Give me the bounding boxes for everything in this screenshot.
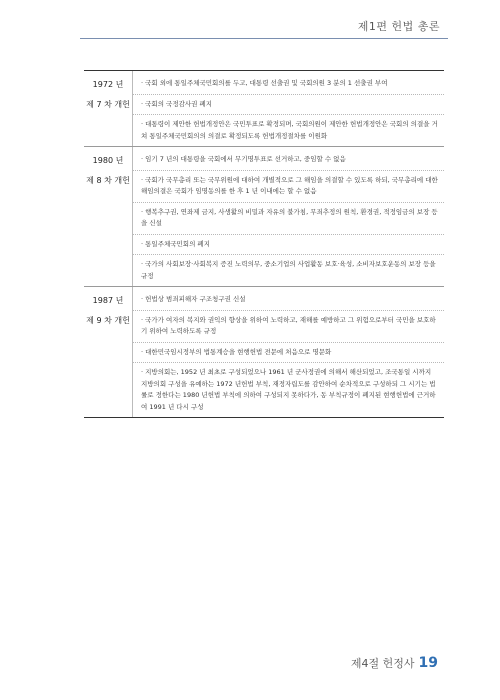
list-item: · 지방의회는, 1952 년 최초로 구성되었으나 1961 년 군사정권에 의해서 해산되었고, 조국통일 시까지 지방의회 구성을 유예하는 1972 년헌법 부칙, 재정자립도를 감안하여 순차적으로 구성하되 그 시기는 법률로 정한다는 1980 년헌법 부칙에 의하여 구성되지 못하다가, 동 부칙규정이 폐지된 현행헌법에 근거하여 1991 년 다시 구성	[141, 368, 436, 411]
table-row	[84, 71, 444, 147]
list-item: · 임기 7 년의 대통령을 국회에서 무기명투표로 선거하고, 중임할 수 없음	[133, 150, 444, 171]
header-rule	[80, 38, 448, 39]
list-item: · 국회가 국무총리 또는 국무위원에 대하여 개별적으로 그 해임을 의결할 수 있도록 하되, 국무총리에 대한 해임의결은 국회가 임명동의를 한 후 1 년 이내에는 할 수 없음	[133, 171, 444, 203]
list-item: · 통일주체국민회의 폐지	[133, 235, 444, 256]
page-header-title: 제1편 헌법 총론	[357, 20, 440, 33]
page-footer	[351, 655, 438, 671]
table-row	[84, 287, 444, 418]
year-label: 1980 년	[92, 156, 124, 165]
list-item: · 대한민국임시정부의 법통계승을 현행헌법 전문에 처음으로 명문화	[133, 343, 444, 364]
list-item: · 행복추구권, 연좌제 금지, 사생활의 비밀과 자유의 불가침, 무죄추정의 원칙, 환경권, 적정임금의 보장 등을 신설	[133, 203, 444, 235]
page-number: 19	[418, 655, 438, 671]
items-cell	[133, 287, 444, 417]
year-cell	[84, 147, 133, 286]
items-cell	[133, 71, 444, 146]
items-cell	[133, 147, 444, 286]
list-item: · 국회 외에 통일주체국민회의를 두고, 대통령 선출권 및 국회의원 3 분의 1 선출권 부여	[133, 74, 444, 95]
list-item: · 국가의 사회보장·사회복지 증진 노력의무, 중소기업의 사업활동 보호·육성, 소비자보호운동의 보장 등을 규정	[141, 260, 436, 280]
footer-section-title: 제4절 헌정사	[350, 657, 415, 670]
list-item: · 국가가 여자의 복지와 권익의 향상을 위하여 노력하고, 재해를 예방하고 그 위험으로부터 국민을 보호하기 위하여 노력하도록 규정	[133, 311, 444, 343]
constitution-history-table	[84, 70, 444, 418]
list-item: · 국회의 국정감사권 폐지	[133, 95, 444, 116]
year-cell	[84, 287, 133, 417]
year-cell	[84, 71, 133, 146]
list-item: · 대통령이 제안한 헌법개정안은 국민투표로 확정되며, 국회의원이 제안한 헌법개정안은 국회의 의결을 거쳐 통일주체국민회의의 의결로 확정되도록 헌법개정절차를 이원화	[141, 120, 438, 140]
year-label: 1972 년	[92, 80, 124, 89]
revision-label: 제 7 차 개헌	[86, 100, 130, 109]
table-row	[84, 147, 444, 287]
revision-label: 제 9 차 개헌	[86, 316, 130, 325]
revision-label: 제 8 차 개헌	[86, 176, 130, 185]
list-item: · 헌법상 범죄피해자 구조청구권 신설	[133, 290, 444, 311]
year-label: 1987 년	[92, 296, 124, 305]
